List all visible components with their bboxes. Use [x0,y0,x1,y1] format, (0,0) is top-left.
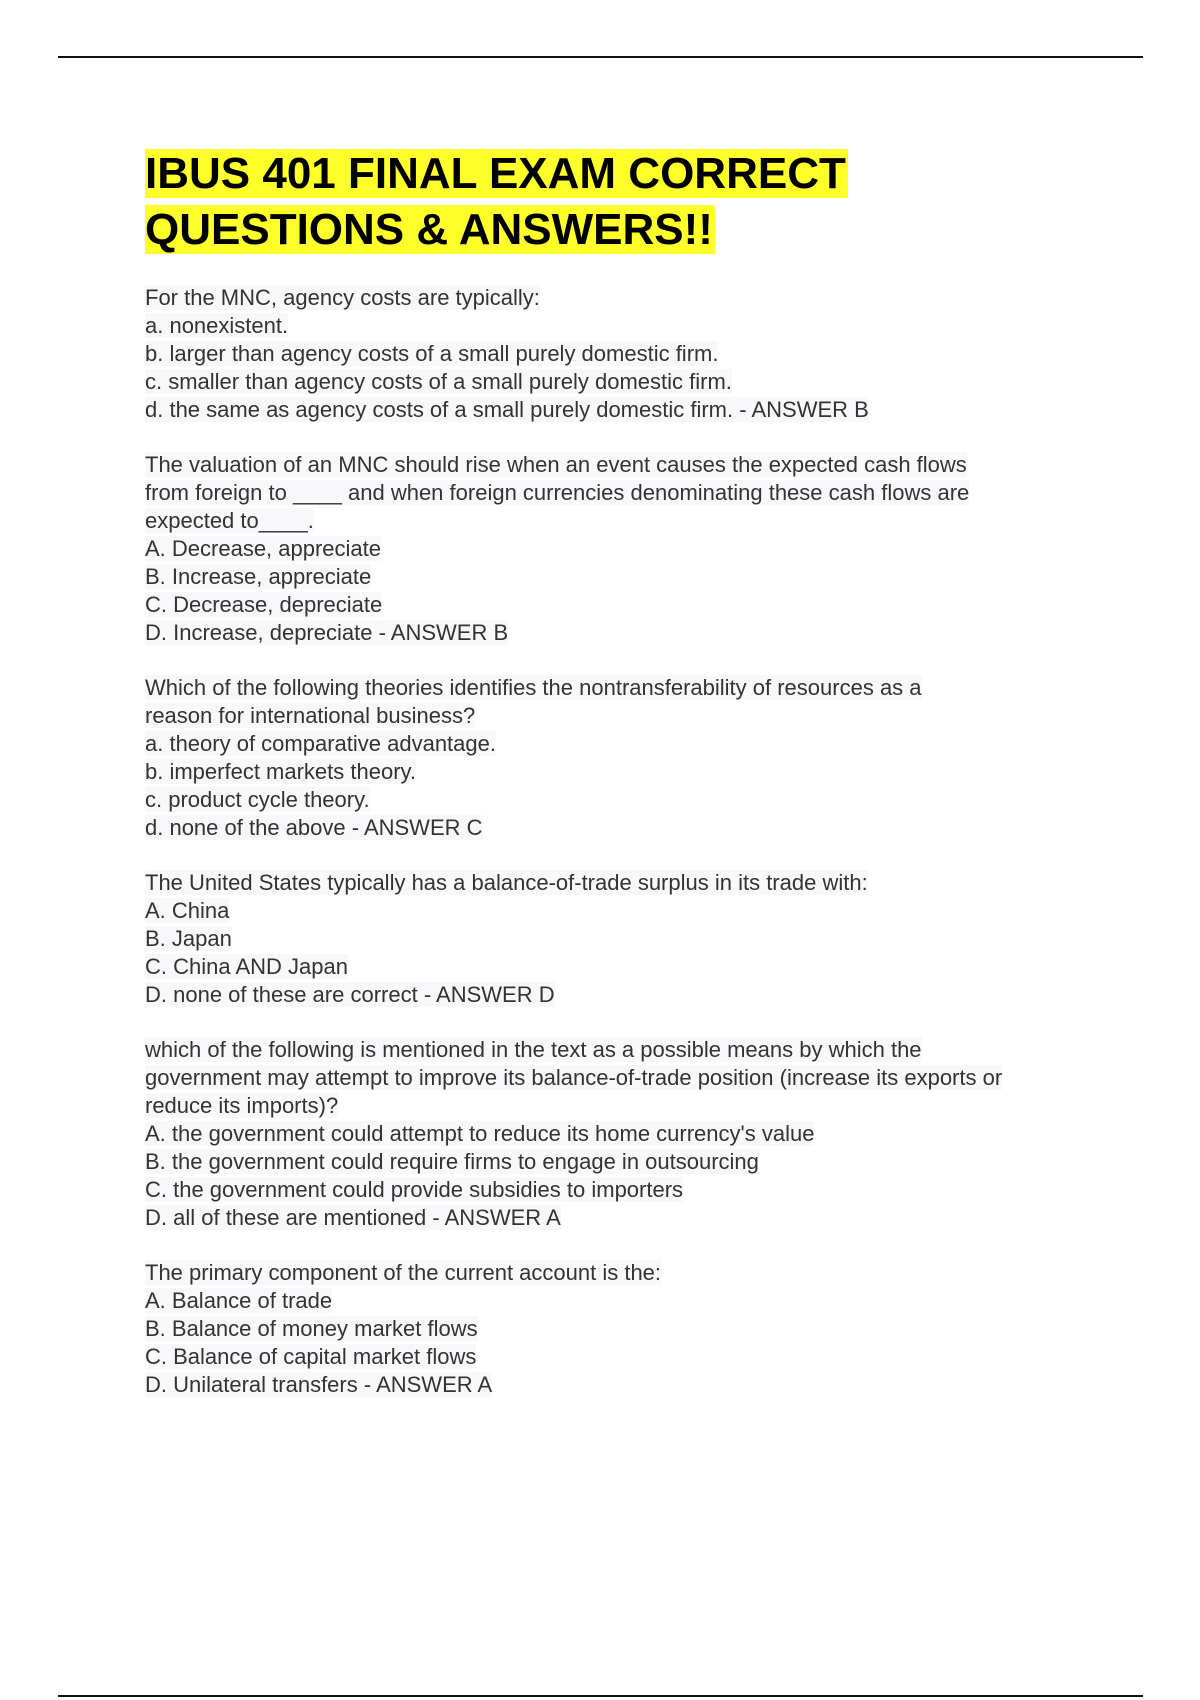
question-line: The primary component of the current account is the: [145,1260,662,1285]
question-block [145,1259,1105,1399]
option-line: b. larger than agency costs of a small purely domestic firm. [145,341,719,366]
question-line: expected to____. [145,508,314,533]
question-line: government may attempt to improve its balance-of-trade position (increase its exports or [145,1065,1003,1090]
option-line: B. Balance of money market flows [145,1316,478,1341]
document-body [145,146,1105,1426]
question-line: For the MNC, agency costs are typically: [145,285,540,310]
question-line: reason for international business? [145,703,476,728]
question-block [145,451,1105,647]
option-line: C. Decrease, depreciate [145,592,383,617]
option-line: B. Increase, appreciate [145,564,372,589]
option-line: C. the government could provide subsidies to importers [145,1177,684,1202]
question-block [145,869,1105,1009]
question-line: which of the following is mentioned in the text as a possible means by which the [145,1037,922,1062]
option-line: A. Balance of trade [145,1288,333,1313]
option-line: C. Balance of capital market flows [145,1344,477,1369]
option-line: B. the government could require firms to engage in outsourcing [145,1149,759,1174]
question-line: from foreign to ____ and when foreign currencies denominating these cash flows are [145,480,970,505]
option-answer-line: d. the same as agency costs of a small purely domestic firm. - ANSWER B [145,397,869,422]
question-block [145,284,1105,424]
option-answer-line: D. none of these are correct - ANSWER D [145,982,555,1007]
option-line: a. theory of comparative advantage. [145,731,496,756]
option-answer-line: D. all of these are mentioned - ANSWER A [145,1205,561,1230]
option-answer-line: D. Unilateral transfers - ANSWER A [145,1372,493,1397]
question-block [145,674,1105,842]
top-rule [58,56,1143,58]
option-line: A. the government could attempt to reduce its home currency's value [145,1121,815,1146]
title-line-2: QUESTIONS & ANSWERS!! [145,205,713,254]
option-line: A. Decrease, appreciate [145,536,382,561]
question-line: The valuation of an MNC should rise when an event causes the expected cash flows [145,452,967,477]
option-line: c. product cycle theory. [145,787,370,812]
question-line: Which of the following theories identifies the nontransferability of resources as a [145,675,922,700]
option-answer-line: D. Increase, depreciate - ANSWER B [145,620,509,645]
option-line: b. imperfect markets theory. [145,759,417,784]
question-block [145,1036,1105,1232]
option-line: B. Japan [145,926,232,951]
document-title [145,146,1105,258]
option-answer-line: d. none of the above - ANSWER C [145,815,483,840]
question-line: The United States typically has a balance-of-trade surplus in its trade with: [145,870,868,895]
title-line-1: IBUS 401 FINAL EXAM CORRECT [145,149,846,198]
option-line: c. smaller than agency costs of a small purely domestic firm. [145,369,732,394]
bottom-rule [58,1695,1143,1697]
option-line: a. nonexistent. [145,313,289,338]
option-line: A. China [145,898,230,923]
question-line: reduce its imports)? [145,1093,339,1118]
option-line: C. China AND Japan [145,954,348,979]
